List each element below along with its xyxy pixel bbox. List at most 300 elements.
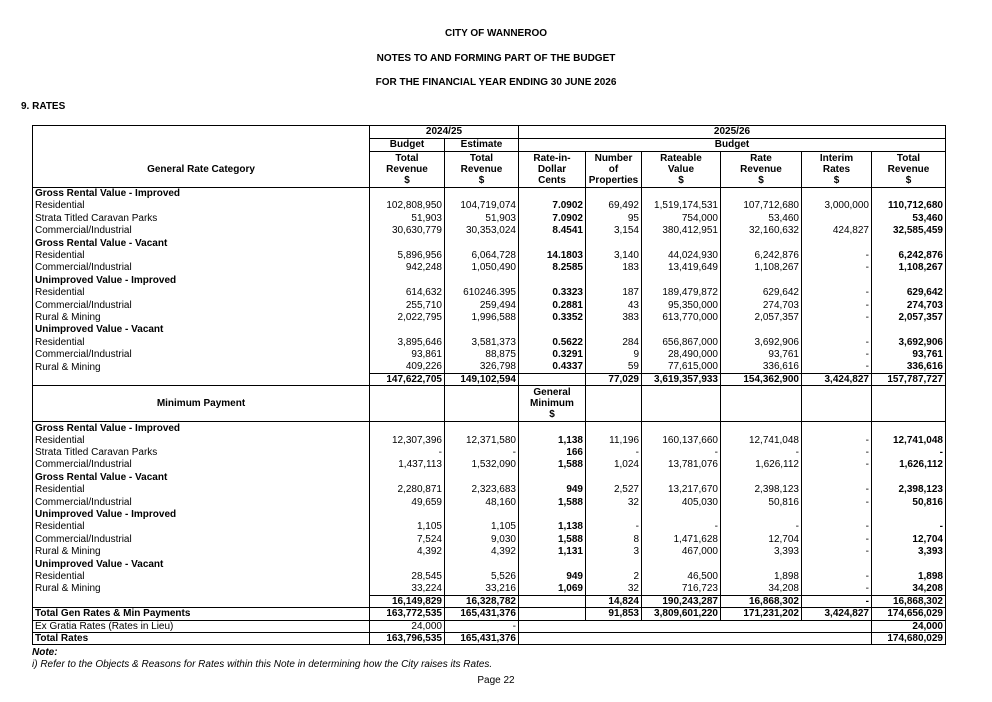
section-title: 9. RATES <box>21 101 66 112</box>
table-cell: 13,217,670 <box>642 484 721 496</box>
table-cell: - <box>586 447 642 459</box>
empty-cell <box>642 386 721 422</box>
table-cell: 3,424,827 <box>802 373 872 385</box>
empty-cell <box>642 274 721 286</box>
row-label: Residential <box>33 434 370 446</box>
header-total-revenue-estimate: Total Revenue $ <box>445 152 519 188</box>
table-cell: - <box>802 349 872 361</box>
row-label: Ex Gratia Rates (Rates in Lieu) <box>33 620 370 632</box>
table-cell: 149,102,594 <box>445 373 519 385</box>
empty-cell <box>519 471 586 483</box>
header-category: General Rate Category <box>33 152 370 188</box>
empty-cell <box>872 558 946 570</box>
header-cell-blank <box>33 126 370 139</box>
header-rate-in-dollar: Rate-in- Dollar Cents <box>519 152 586 188</box>
table-cell: 1,024 <box>586 459 642 471</box>
table-cell: - <box>802 249 872 261</box>
table-group-row <box>33 237 946 249</box>
table-row <box>33 336 946 348</box>
header-total-revenue-budget: Total Revenue $ <box>370 152 445 188</box>
table-cell: 13,781,076 <box>642 459 721 471</box>
table-cell: 93,761 <box>721 349 802 361</box>
table-cell: - <box>802 546 872 558</box>
empty-cell <box>586 274 642 286</box>
table-cell: 12,741,048 <box>872 434 946 446</box>
table-cell: 13,419,649 <box>642 262 721 274</box>
table-cell: 174,656,029 <box>872 608 946 620</box>
table-cell: 12,704 <box>721 533 802 545</box>
row-label: Residential <box>33 287 370 299</box>
table-cell: 165,431,376 <box>445 608 519 620</box>
table-cell: 53,460 <box>872 212 946 224</box>
table-cell: 174,680,029 <box>872 632 946 644</box>
table-cell: 5,896,956 <box>370 249 445 261</box>
empty-cell <box>872 386 946 422</box>
header-year-prev: 2024/25 <box>370 126 519 139</box>
empty-cell <box>445 324 519 336</box>
table-cell: 43 <box>586 299 642 311</box>
table-cell: 1,588 <box>519 496 586 508</box>
subtotal-row <box>33 373 946 385</box>
table-cell: 409,226 <box>370 361 445 373</box>
empty-cell <box>586 386 642 422</box>
row-label: Commercial/Industrial <box>33 533 370 545</box>
empty-cell <box>586 324 642 336</box>
table-cell: 1,588 <box>519 533 586 545</box>
table-cell: 32,160,632 <box>721 225 802 237</box>
table-cell: 0.3323 <box>519 287 586 299</box>
table-row <box>33 200 946 212</box>
table-cell: 8 <box>586 533 642 545</box>
table-cell: 16,149,829 <box>370 595 445 607</box>
table-cell: - <box>721 447 802 459</box>
table-cell: 189,479,872 <box>642 287 721 299</box>
table-cell: 3,393 <box>872 546 946 558</box>
table-cell: - <box>802 311 872 323</box>
empty-cell <box>802 324 872 336</box>
empty-cell <box>642 422 721 434</box>
row-label: Commercial/Industrial <box>33 299 370 311</box>
empty-cell <box>445 237 519 249</box>
group-label: Gross Rental Value - Improved <box>33 422 370 434</box>
empty-cell <box>445 471 519 483</box>
empty-span-cell <box>519 632 872 644</box>
empty-cell <box>642 324 721 336</box>
table-cell: 3,619,357,933 <box>642 373 721 385</box>
table-cell: 3,154 <box>586 225 642 237</box>
table-cell: 4,392 <box>370 546 445 558</box>
table-cell: 3,692,906 <box>721 336 802 348</box>
row-label: Rural & Mining <box>33 583 370 595</box>
table-row <box>33 496 946 508</box>
table-row <box>33 361 946 373</box>
table-cell: - <box>445 620 519 632</box>
empty-cell <box>721 558 802 570</box>
table-cell: 2 <box>586 570 642 582</box>
table-cell: - <box>802 287 872 299</box>
table-row <box>33 262 946 274</box>
table-cell: 2,057,357 <box>721 311 802 323</box>
header-total-revenue-2025: Total Revenue $ <box>872 152 946 188</box>
row-label: Commercial/Industrial <box>33 496 370 508</box>
table-cell: 1,138 <box>519 521 586 533</box>
empty-cell <box>519 422 586 434</box>
empty-cell <box>802 508 872 520</box>
table-cell: 2,527 <box>586 484 642 496</box>
table-cell: 9,030 <box>445 533 519 545</box>
table-cell: 3,581,373 <box>445 336 519 348</box>
table-cell: - <box>802 533 872 545</box>
table-cell: 95,350,000 <box>642 299 721 311</box>
table-cell: 405,030 <box>642 496 721 508</box>
table-group-row <box>33 274 946 286</box>
table-group-row <box>33 558 946 570</box>
table-cell: 1,898 <box>721 570 802 582</box>
table-cell: 12,741,048 <box>721 434 802 446</box>
empty-cell <box>370 471 445 483</box>
table-cell: 2,398,123 <box>872 484 946 496</box>
table-row <box>33 533 946 545</box>
table-cell: 467,000 <box>642 546 721 558</box>
table-cell: 1,626,112 <box>872 459 946 471</box>
table-group-row <box>33 188 946 200</box>
table-cell: 3,393 <box>721 546 802 558</box>
empty-cell <box>445 422 519 434</box>
table-cell: 656,867,000 <box>642 336 721 348</box>
table-cell: 33,224 <box>370 583 445 595</box>
empty-cell <box>519 324 586 336</box>
empty-cell <box>586 508 642 520</box>
empty-cell <box>642 188 721 200</box>
table-cell: 24,000 <box>370 620 445 632</box>
table-cell: 9 <box>586 349 642 361</box>
table-cell: 30,353,024 <box>445 225 519 237</box>
table-cell: - <box>872 447 946 459</box>
table-cell: 24,000 <box>872 620 946 632</box>
table-cell: 44,024,930 <box>642 249 721 261</box>
table-cell: - <box>802 595 872 607</box>
table-cell: 95 <box>586 212 642 224</box>
total-row <box>33 608 946 620</box>
table-cell: 160,137,660 <box>642 434 721 446</box>
table-cell: 104,719,074 <box>445 200 519 212</box>
table-cell: 157,787,727 <box>872 373 946 385</box>
table-row <box>33 570 946 582</box>
table-row <box>33 287 946 299</box>
table-cell: 7.0902 <box>519 200 586 212</box>
empty-cell <box>519 274 586 286</box>
empty-cell <box>586 188 642 200</box>
table-cell: - <box>802 496 872 508</box>
minimum-payment-label: Minimum Payment <box>33 386 370 422</box>
empty-cell <box>445 188 519 200</box>
table-cell: 949 <box>519 570 586 582</box>
table-cell: - <box>802 459 872 471</box>
table-cell: 16,868,302 <box>872 595 946 607</box>
table-cell: 1,898 <box>872 570 946 582</box>
group-label: Unimproved Value - Improved <box>33 508 370 520</box>
subtotal-row <box>33 595 946 607</box>
grand-total-row <box>33 632 946 644</box>
empty-cell <box>586 471 642 483</box>
table-cell: 93,761 <box>872 349 946 361</box>
table-cell: 190,243,287 <box>642 595 721 607</box>
table-cell: - <box>370 447 445 459</box>
table-cell: 163,772,535 <box>370 608 445 620</box>
table-cell: 383 <box>586 311 642 323</box>
row-label: Residential <box>33 484 370 496</box>
table-cell: 1,437,113 <box>370 459 445 471</box>
empty-cell <box>872 274 946 286</box>
empty-cell <box>445 558 519 570</box>
table-row <box>33 299 946 311</box>
table-cell: 424,827 <box>802 225 872 237</box>
table-cell: 1,050,490 <box>445 262 519 274</box>
header-rate-revenue: Rate Revenue $ <box>721 152 802 188</box>
row-label: Rural & Mining <box>33 361 370 373</box>
header-interim-rates: Interim Rates $ <box>802 152 872 188</box>
table-cell: 50,816 <box>721 496 802 508</box>
table-cell: 51,903 <box>370 212 445 224</box>
table-cell: - <box>802 447 872 459</box>
group-label: Unimproved Value - Vacant <box>33 324 370 336</box>
notes-title: NOTES TO AND FORMING PART OF THE BUDGET <box>376 53 616 64</box>
note-text: i) Refer to the Objects & Reasons for Rates within this Note in determining how the City raises its Rates. <box>32 659 493 670</box>
header-year-curr: 2025/26 <box>519 126 946 139</box>
table-cell: 3 <box>586 546 642 558</box>
table-group-row <box>33 471 946 483</box>
empty-cell <box>721 386 802 422</box>
table-cell: 255,710 <box>370 299 445 311</box>
empty-cell <box>370 188 445 200</box>
table-cell: - <box>642 447 721 459</box>
table-row <box>33 212 946 224</box>
table-row <box>33 546 946 558</box>
table-row <box>33 225 946 237</box>
empty-cell <box>642 508 721 520</box>
table-cell: 147,622,705 <box>370 373 445 385</box>
table-cell: 183 <box>586 262 642 274</box>
empty-cell <box>642 558 721 570</box>
empty-cell <box>802 471 872 483</box>
group-label: Unimproved Value - Improved <box>33 274 370 286</box>
table-cell: 716,723 <box>642 583 721 595</box>
table-cell: 166 <box>519 447 586 459</box>
table-cell: 3,895,646 <box>370 336 445 348</box>
table-cell: 12,371,580 <box>445 434 519 446</box>
table-cell: - <box>445 447 519 459</box>
header-estimate: Estimate <box>445 139 519 152</box>
table-cell: 8.4541 <box>519 225 586 237</box>
table-cell: 50,816 <box>872 496 946 508</box>
empty-cell <box>721 237 802 249</box>
table-cell: 5,526 <box>445 570 519 582</box>
table-cell: 0.5622 <box>519 336 586 348</box>
empty-cell <box>802 422 872 434</box>
table-cell: 1,108,267 <box>721 262 802 274</box>
row-label: Residential <box>33 200 370 212</box>
table-cell: 6,242,876 <box>721 249 802 261</box>
header-cell-blank <box>33 139 370 152</box>
table-cell: 30,630,779 <box>370 225 445 237</box>
row-label: Residential <box>33 336 370 348</box>
empty-cell <box>802 274 872 286</box>
table-row <box>33 583 946 595</box>
table-cell: 1,131 <box>519 546 586 558</box>
table-cell: 0.3291 <box>519 349 586 361</box>
empty-cell <box>721 508 802 520</box>
row-label: Strata Titled Caravan Parks <box>33 447 370 459</box>
table-cell: 1,532,090 <box>445 459 519 471</box>
table-cell: - <box>802 361 872 373</box>
table-cell: 0.3352 <box>519 311 586 323</box>
table-cell: 154,362,900 <box>721 373 802 385</box>
period-title: FOR THE FINANCIAL YEAR ENDING 30 JUNE 2026 <box>375 77 617 88</box>
table-cell: - <box>802 484 872 496</box>
table-row <box>33 249 946 261</box>
row-label: Rural & Mining <box>33 546 370 558</box>
table-cell: 59 <box>586 361 642 373</box>
table-cell: 1,471,628 <box>642 533 721 545</box>
table-cell: 7,524 <box>370 533 445 545</box>
table-cell: - <box>802 336 872 348</box>
table-cell: 614,632 <box>370 287 445 299</box>
empty-cell <box>370 422 445 434</box>
table-cell: 32 <box>586 496 642 508</box>
row-label: Commercial/Industrial <box>33 459 370 471</box>
table-row <box>33 349 946 361</box>
table-cell: 49,659 <box>370 496 445 508</box>
table-cell: 110,712,680 <box>872 200 946 212</box>
group-label: Gross Rental Value - Improved <box>33 188 370 200</box>
table-cell: 0.2881 <box>519 299 586 311</box>
empty-cell <box>445 274 519 286</box>
table-cell: 336,616 <box>872 361 946 373</box>
minimum-payment-header-row <box>33 386 946 422</box>
table-cell: 942,248 <box>370 262 445 274</box>
empty-cell <box>802 237 872 249</box>
row-label: Total Rates <box>33 632 370 644</box>
table-cell: - <box>642 521 721 533</box>
table-cell: - <box>802 434 872 446</box>
table-cell <box>519 595 586 607</box>
table-cell <box>519 608 586 620</box>
table-cell: 48,160 <box>445 496 519 508</box>
table-cell: 33,216 <box>445 583 519 595</box>
table-cell: - <box>802 521 872 533</box>
row-label <box>33 373 370 385</box>
empty-cell <box>721 324 802 336</box>
empty-cell <box>642 237 721 249</box>
table-row <box>33 521 946 533</box>
table-row <box>33 484 946 496</box>
table-cell: 1,105 <box>370 521 445 533</box>
header-budget-2025: Budget <box>519 139 946 152</box>
empty-cell <box>370 237 445 249</box>
table-cell: - <box>802 570 872 582</box>
row-label: Residential <box>33 521 370 533</box>
table-cell: 2,323,683 <box>445 484 519 496</box>
table-cell: 3,000,000 <box>802 200 872 212</box>
note-title: Note: <box>32 647 58 658</box>
table-cell: 3,140 <box>586 249 642 261</box>
row-label: Residential <box>33 249 370 261</box>
row-label: Commercial/Industrial <box>33 349 370 361</box>
table-cell: 8.2585 <box>519 262 586 274</box>
table-cell: 2,022,795 <box>370 311 445 323</box>
table-cell: - <box>802 583 872 595</box>
empty-cell <box>872 237 946 249</box>
table-cell: 32,585,459 <box>872 225 946 237</box>
table-row <box>33 447 946 459</box>
empty-cell <box>370 508 445 520</box>
ex-gratia-row <box>33 620 946 632</box>
table-cell: 2,280,871 <box>370 484 445 496</box>
table-cell: 53,460 <box>721 212 802 224</box>
table-cell: 1,588 <box>519 459 586 471</box>
table-cell: 1,996,588 <box>445 311 519 323</box>
empty-cell <box>802 188 872 200</box>
table-cell: 165,431,376 <box>445 632 519 644</box>
empty-cell <box>445 508 519 520</box>
table-cell: 259,494 <box>445 299 519 311</box>
table-cell: 336,616 <box>721 361 802 373</box>
empty-cell <box>872 471 946 483</box>
table-cell <box>519 373 586 385</box>
table-cell: - <box>802 299 872 311</box>
table-group-row <box>33 508 946 520</box>
empty-cell <box>519 237 586 249</box>
table-cell: 77,615,000 <box>642 361 721 373</box>
empty-cell <box>721 188 802 200</box>
table-cell: 3,809,601,220 <box>642 608 721 620</box>
table-cell: 3,692,906 <box>872 336 946 348</box>
header-number-of-properties: Number of Properties <box>586 152 642 188</box>
table-cell: - <box>586 521 642 533</box>
table-cell: 1,138 <box>519 434 586 446</box>
table-cell: 4,392 <box>445 546 519 558</box>
table-cell: 34,208 <box>721 583 802 595</box>
org-title: CITY OF WANNEROO <box>444 28 548 39</box>
empty-span-cell <box>519 620 872 632</box>
row-label: Residential <box>33 570 370 582</box>
table-cell: 2,057,357 <box>872 311 946 323</box>
table-cell: 284 <box>586 336 642 348</box>
table-cell: 171,231,202 <box>721 608 802 620</box>
table-cell: 16,328,782 <box>445 595 519 607</box>
empty-cell <box>642 471 721 483</box>
group-label: Unimproved Value - Vacant <box>33 558 370 570</box>
table-cell <box>802 212 872 224</box>
table-cell: 107,712,680 <box>721 200 802 212</box>
empty-cell <box>519 188 586 200</box>
empty-cell <box>802 386 872 422</box>
table-cell: - <box>872 521 946 533</box>
table-cell: 88,875 <box>445 349 519 361</box>
table-cell: 32 <box>586 583 642 595</box>
table-cell: 1,069 <box>519 583 586 595</box>
table-cell: 629,642 <box>721 287 802 299</box>
table-cell: 0.4337 <box>519 361 586 373</box>
empty-cell <box>872 422 946 434</box>
table-cell: 6,064,728 <box>445 249 519 261</box>
empty-cell <box>370 324 445 336</box>
row-label: Commercial/Industrial <box>33 225 370 237</box>
table-row <box>33 311 946 323</box>
table-cell: 610246.395 <box>445 287 519 299</box>
table-cell: 91,853 <box>586 608 642 620</box>
table-cell: 28,545 <box>370 570 445 582</box>
